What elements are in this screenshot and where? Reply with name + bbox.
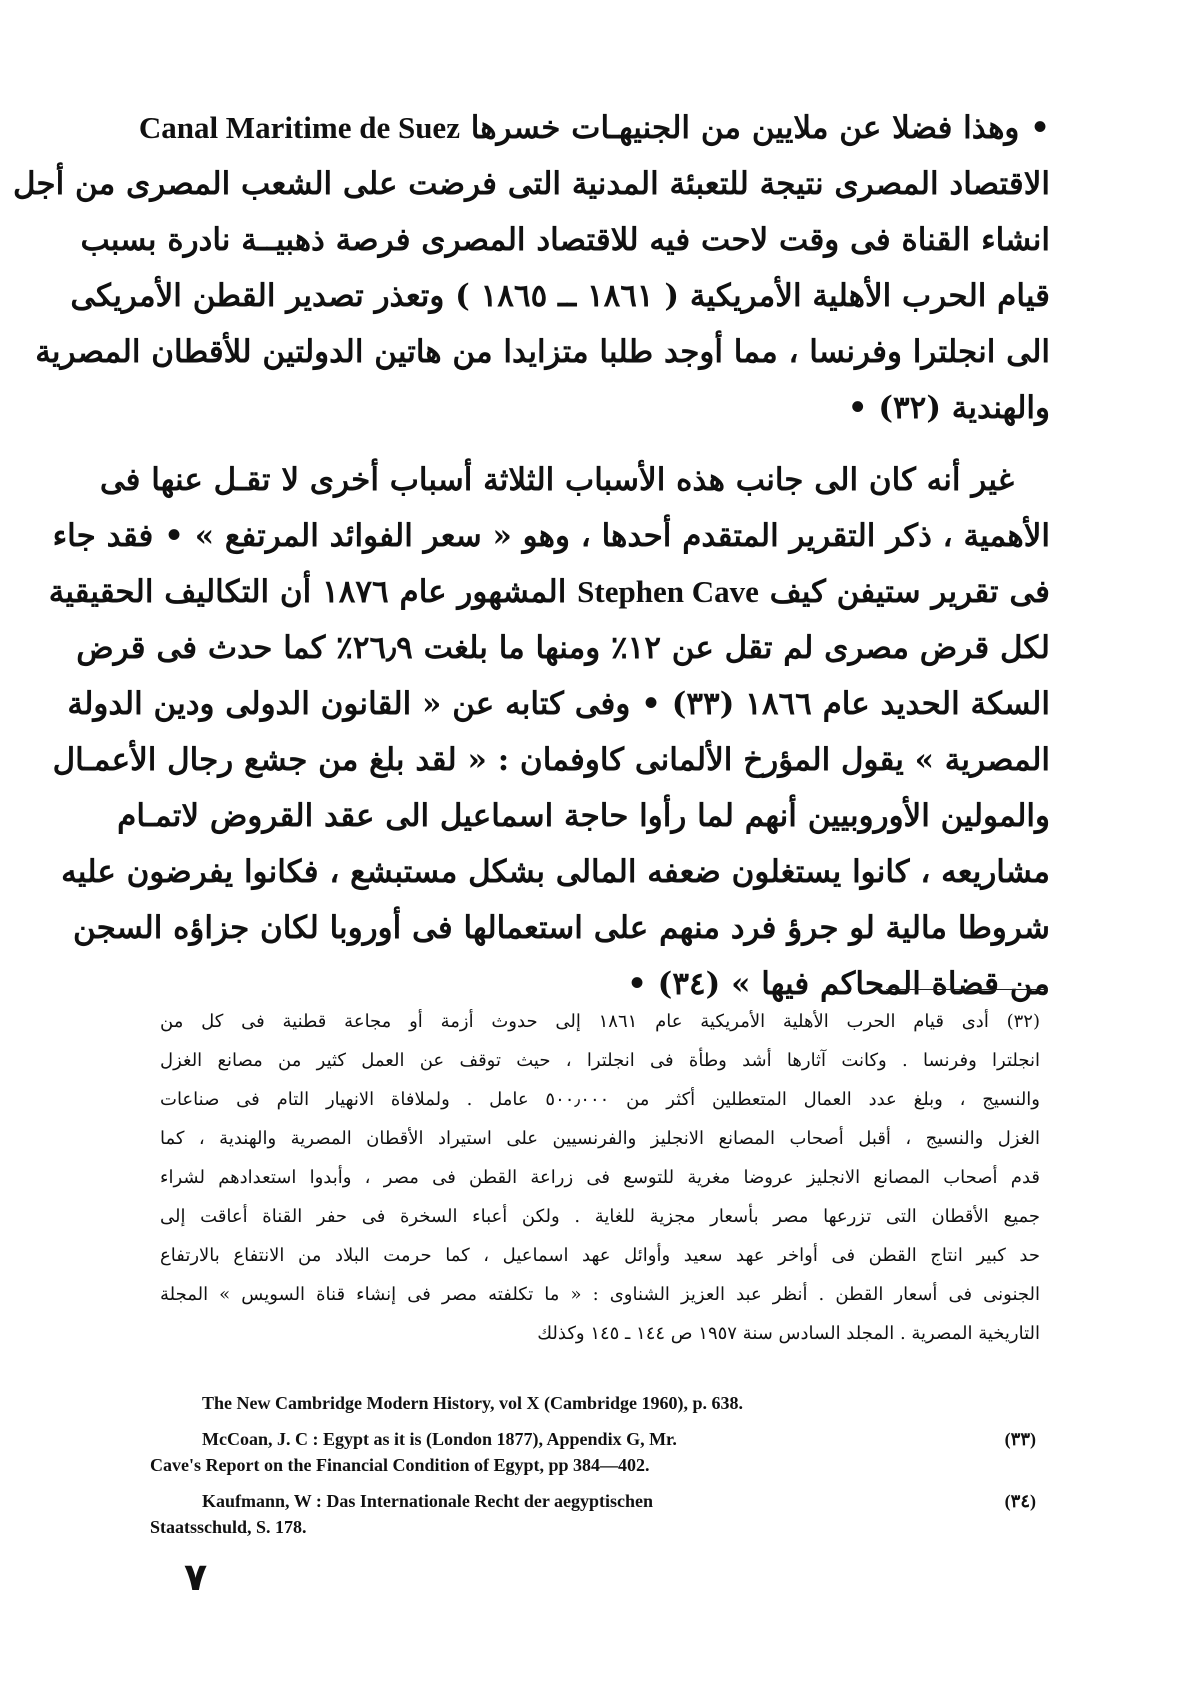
reference-33-line1 [150,1426,1050,1452]
footnote-line: جميع الأقطان التى تزرعها مصر بأسعار مجزية للغاية . ولكن أعباء السخرة فى حفر القناة أعاقت إلى [160,1206,1040,1227]
text-line: الاقتصاد المصرى نتيجة للتعبئة المدنية التى فرضت على الشعب المصرى من أجل [12,166,1050,202]
latin-term: Canal Maritime de Suez [138,110,460,145]
footnote-line: الجنونى فى أسعار القطن . أنظر عبد العزيز الشناوى : « ما تكلفته مصر فى إنشاء قناة السويس » المجلة [160,1284,1040,1305]
footnote-line: الغزل والنسيج ، أقبل أصحاب المصانع الانجليز والفرنسيين على استيراد الأقطان المصرية والهندية ، كما [160,1128,1040,1149]
text-line: السكة الحديد عام ١٨٦٦ (٣٣) • وفى كتابه عن « القانون الدولى ودين الدولة [67,686,1050,722]
text-line-arabic: المشهور عام ١٨٧٦ أن التكاليف الحقيقية [48,574,567,610]
text-line: المصرية » يقول المؤرخ الألمانى كاوفمان : « لقد بلغ من جشع رجال الأعمـال [52,742,1050,778]
reference-number: (٣٤) [1004,1491,1036,1511]
text-line: انشاء القناة فى وقت لاحت فيه للاقتصاد المصرى فرصة ذهبيــة نادرة بسبب [80,222,1050,258]
text-line: مشاريعه ، كانوا يستغلون ضعفه المالى بشكل مستبشع ، فكانوا يفرضون عليه [61,854,1050,890]
reference-34-line1 [150,1488,1050,1514]
latin-term: Stephen Cave [577,574,759,609]
page-number: ٧ [184,1555,208,1599]
text-line: لكل قرض مصرى لم تقل عن ١٢٪ ومنها ما بلغت ٢٦٫٩٪ كما حدث فى قرض [76,630,1050,666]
reference-text: Kaufmann, W : Das Internationale Recht der aegyptischen [202,1491,654,1511]
reference-33-line2: Cave's Report on the Financial Condition of Egypt, pp 384—402. [150,1455,650,1475]
paragraph-gap [150,436,1050,452]
spacer [150,1416,1050,1426]
text-line: الى انجلترا وفرنسا ، مما أوجد طلبا متزايدا من هاتين الدولتين للأقطان المصرية [35,334,1050,370]
reference-text: McCoan, J. C : Egypt as it is (London 1877), Appendix G, Mr. [202,1429,677,1449]
text-line [138,100,1050,156]
footnote-english [150,1390,1050,1540]
text-line: شروطا مالية لو جرؤ فرد منهم على استعمالها فى أوروبا لكان جزاؤه السجن [73,910,1050,946]
footnote-line: قدم أصحاب المصانع الانجليز عروضا مغرية للتوسع فى زراعة القطن فى مصر ، وأبدوا استعدادهم لشراء [160,1167,1040,1188]
footnote-line: والنسيج ، وبلغ عدد العمال المتعطلين أكثر من ٥٠٠٫٠٠٠ عامل . ولملافاة الانهيار التام فى صناعات [160,1089,1040,1110]
spacer [150,1478,1050,1488]
text-line: الأهمية ، ذكر التقرير المتقدم أحدها ، وهو « سعر الفوائد المرتفع » • فقد جاء [52,518,1050,554]
footnote-arabic [160,1002,1040,1353]
text-line: والهندية (٣٢) • [847,390,1050,426]
footnote-line: (٣٢) أدى قيام الحرب الأهلية الأمريكية عام ١٨٦١ إلى حدوث أزمة أو مجاعة قطنية فى كل من [160,1011,1041,1032]
paragraph-1 [12,100,1050,436]
paragraph-2 [48,452,1050,1012]
text-line [48,564,1050,620]
text-line-arabic: • وهذا فضلا عن ملايين من الجنيهـات خسرها [470,110,1050,146]
footnote-line: التاريخية المصرية . المجلد السادس سنة ١٩٥٧ ص ١٤٤ ـ ١٤٥ وكذلك [537,1323,1040,1344]
text-line: قيام الحرب الأهلية الأمريكية ( ١٨٦١ ــ ١٨٦٥ ) وتعذر تصدير القطن الأمريكى [70,278,1050,314]
reference-34-line2: Staatsschuld, S. 178. [150,1517,307,1537]
text-line: من قضاة المحاكم فيها » (٣٤) • [627,966,1050,1002]
text-line: والمولين الأوروبيين أنهم لما رأوا حاجة اسماعيل الى عقد القروض لاتمـام [117,798,1050,834]
text-line: غير أنه كان الى جانب هذه الأسباب الثلاثة أسباب أخرى لا تقـل عنها فى [99,462,1014,498]
main-text [12,100,1050,1012]
text-line-arabic: فى تقرير ستيفن كيف [769,574,1050,610]
footnote-line: انجلترا وفرنسا . وكانت آثارها أشد وطأة فى انجلترا ، حيث توقف عن العمل كثير من مصانع الغزل [160,1050,1040,1071]
footnote-separator [886,989,1048,990]
footnote-line: حد كبير انتاج القطن فى أواخر عهد سعيد وأوائل عهد اسماعيل ، كما حرمت البلاد من الانتفاع بالارتفاع [160,1245,1040,1266]
reference-number: (٣٣) [1004,1429,1036,1449]
reference-32: The New Cambridge Modern History, vol X (Cambridge 1960), p. 638. [202,1393,743,1413]
